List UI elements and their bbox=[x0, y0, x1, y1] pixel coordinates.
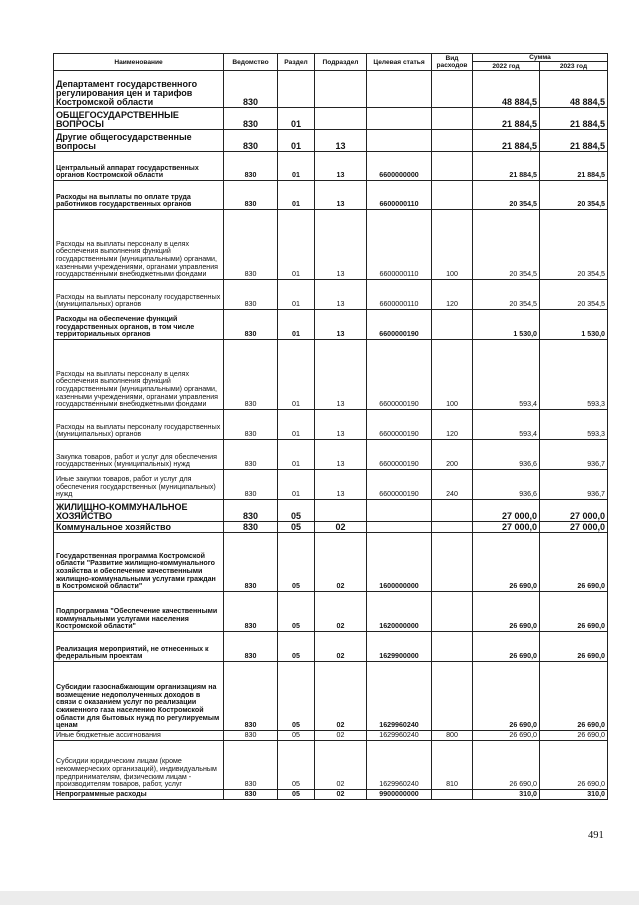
cell-section: 01 bbox=[278, 280, 315, 310]
cell-subsection: 13 bbox=[315, 310, 367, 340]
cell-sum-2023: 26 690,0 bbox=[540, 741, 608, 790]
table-row bbox=[54, 181, 608, 210]
scan-bottom-strip bbox=[0, 891, 639, 905]
cell-sum-2023: 20 354,5 bbox=[540, 181, 608, 210]
header-subsection: Подраздел bbox=[315, 54, 367, 71]
cell-section: 05 bbox=[278, 522, 315, 533]
cell-sum-2022: 27 000,0 bbox=[473, 500, 540, 522]
cell-section: 05 bbox=[278, 500, 315, 522]
cell-subsection: 02 bbox=[315, 592, 367, 632]
cell-department: 830 bbox=[224, 731, 278, 741]
cell-department: 830 bbox=[224, 310, 278, 340]
cell-expense-type: 240 bbox=[432, 470, 473, 500]
cell-target-article: 6600000110 bbox=[367, 280, 432, 310]
header-year-2022: 2022 год bbox=[473, 62, 540, 71]
cell-name: Закупка товаров, работ и услуг для обеспечения государственных (муниципальных) нужд bbox=[54, 440, 224, 470]
cell-subsection: 02 bbox=[315, 662, 367, 731]
cell-expense-type bbox=[432, 632, 473, 662]
cell-subsection: 13 bbox=[315, 410, 367, 440]
cell-name: Расходы на выплаты персоналу в целях обеспечения выполнения функций государственными (муниципальными) органами, казенными учреждениями, органами управления государственными внебюджетными фондами bbox=[54, 210, 224, 280]
cell-expense-type bbox=[432, 790, 473, 800]
cell-expense-type: 120 bbox=[432, 280, 473, 310]
cell-expense-type: 800 bbox=[432, 731, 473, 741]
cell-sum-2023: 936,7 bbox=[540, 470, 608, 500]
cell-department: 830 bbox=[224, 280, 278, 310]
table-row bbox=[54, 741, 608, 790]
cell-target-article: 1629900000 bbox=[367, 632, 432, 662]
cell-target-article bbox=[367, 522, 432, 533]
cell-sum-2022: 20 354,5 bbox=[473, 210, 540, 280]
table-row bbox=[54, 500, 608, 522]
cell-subsection: 02 bbox=[315, 632, 367, 662]
cell-name: Непрограммные расходы bbox=[54, 790, 224, 800]
cell-sum-2022: 26 690,0 bbox=[473, 741, 540, 790]
cell-department: 830 bbox=[224, 410, 278, 440]
cell-target-article: 6600000110 bbox=[367, 181, 432, 210]
cell-name: Коммунальное хозяйство bbox=[54, 522, 224, 533]
table-row bbox=[54, 790, 608, 800]
cell-name: Субсидии газоснабжающим организациям на возмещение недополученных доходов в связи с оказанием услуг по реализации сжиженного газа населению Костромской области для бытовых нужд по регулируемым ценам bbox=[54, 662, 224, 731]
cell-expense-type: 810 bbox=[432, 741, 473, 790]
cell-sum-2023: 593,3 bbox=[540, 410, 608, 440]
cell-sum-2022: 26 690,0 bbox=[473, 662, 540, 731]
cell-name: Расходы на выплаты персоналу государственных (муниципальных) органов bbox=[54, 410, 224, 440]
cell-name: Расходы на обеспечение функций государственных органов, в том числе территориальных органов bbox=[54, 310, 224, 340]
cell-name: ОБЩЕГОСУДАРСТВЕННЫЕ ВОПРОСЫ bbox=[54, 108, 224, 130]
cell-sum-2022: 936,6 bbox=[473, 440, 540, 470]
cell-department: 830 bbox=[224, 522, 278, 533]
cell-target-article: 6600000190 bbox=[367, 410, 432, 440]
cell-sum-2022: 1 530,0 bbox=[473, 310, 540, 340]
cell-department: 830 bbox=[224, 440, 278, 470]
cell-target-article: 1629960240 bbox=[367, 662, 432, 731]
cell-expense-type bbox=[432, 181, 473, 210]
cell-target-article bbox=[367, 500, 432, 522]
cell-target-article: 1629960240 bbox=[367, 741, 432, 790]
cell-name: Государственная программа Костромской области "Развитие жилищно-коммунального хозяйства и обеспечение качественными жилищно-коммунальными услугами граждан в Костромской области" bbox=[54, 533, 224, 592]
cell-section: 01 bbox=[278, 130, 315, 152]
cell-target-article: 9900000000 bbox=[367, 790, 432, 800]
cell-subsection bbox=[315, 108, 367, 130]
cell-sum-2022: 20 354,5 bbox=[473, 280, 540, 310]
cell-name: Расходы на выплаты персоналу государственных (муниципальных) органов bbox=[54, 280, 224, 310]
cell-department: 830 bbox=[224, 108, 278, 130]
budget-table bbox=[53, 53, 608, 800]
cell-sum-2023: 21 884,5 bbox=[540, 108, 608, 130]
cell-expense-type bbox=[432, 522, 473, 533]
cell-name: Департамент государственного регулирования цен и тарифов Костромской области bbox=[54, 71, 224, 108]
table-row bbox=[54, 152, 608, 181]
header-name: Наименование bbox=[54, 54, 224, 71]
cell-subsection: 13 bbox=[315, 130, 367, 152]
cell-target-article: 6600000000 bbox=[367, 152, 432, 181]
cell-name: Иные бюджетные ассигнования bbox=[54, 731, 224, 741]
cell-subsection: 02 bbox=[315, 790, 367, 800]
cell-target-article: 6600000190 bbox=[367, 340, 432, 410]
cell-sum-2022: 48 884,5 bbox=[473, 71, 540, 108]
cell-target-article: 1629960240 bbox=[367, 731, 432, 741]
cell-section: 01 bbox=[278, 152, 315, 181]
table-row bbox=[54, 731, 608, 741]
cell-subsection: 13 bbox=[315, 210, 367, 280]
cell-section: 01 bbox=[278, 410, 315, 440]
cell-target-article bbox=[367, 130, 432, 152]
cell-name: Иные закупки товаров, работ и услуг для обеспечения государственных (муниципальных) нужд bbox=[54, 470, 224, 500]
cell-subsection: 02 bbox=[315, 522, 367, 533]
cell-department: 830 bbox=[224, 790, 278, 800]
table-row bbox=[54, 470, 608, 500]
cell-expense-type: 200 bbox=[432, 440, 473, 470]
cell-sum-2022: 593,4 bbox=[473, 410, 540, 440]
cell-subsection: 13 bbox=[315, 280, 367, 310]
cell-department: 830 bbox=[224, 340, 278, 410]
cell-sum-2023: 21 884,5 bbox=[540, 152, 608, 181]
cell-section: 01 bbox=[278, 470, 315, 500]
table-row bbox=[54, 280, 608, 310]
cell-sum-2023: 310,0 bbox=[540, 790, 608, 800]
page-number: 491 bbox=[588, 830, 604, 841]
cell-department: 830 bbox=[224, 533, 278, 592]
cell-sum-2022: 310,0 bbox=[473, 790, 540, 800]
cell-expense-type bbox=[432, 130, 473, 152]
header-expense-type: Вид расходов bbox=[432, 54, 473, 71]
cell-section bbox=[278, 71, 315, 108]
table-row bbox=[54, 592, 608, 632]
cell-section: 05 bbox=[278, 790, 315, 800]
cell-department: 830 bbox=[224, 130, 278, 152]
cell-name: ЖИЛИЩНО-КОММУНАЛЬНОЕ ХОЗЯЙСТВО bbox=[54, 500, 224, 522]
cell-section: 05 bbox=[278, 731, 315, 741]
header-target-article: Целевая статья bbox=[367, 54, 432, 71]
header-year-2023: 2023 год bbox=[540, 62, 608, 71]
cell-sum-2023: 593,3 bbox=[540, 340, 608, 410]
table-body bbox=[54, 71, 608, 800]
cell-target-article: 6600000190 bbox=[367, 310, 432, 340]
cell-name: Центральный аппарат государственных органов Костромской области bbox=[54, 152, 224, 181]
cell-target-article bbox=[367, 108, 432, 130]
cell-expense-type bbox=[432, 500, 473, 522]
cell-sum-2023: 26 690,0 bbox=[540, 592, 608, 632]
cell-target-article: 1600000000 bbox=[367, 533, 432, 592]
header-section: Раздел bbox=[278, 54, 315, 71]
table-row bbox=[54, 71, 608, 108]
cell-expense-type bbox=[432, 71, 473, 108]
table-row bbox=[54, 108, 608, 130]
budget-sheet bbox=[53, 53, 607, 800]
cell-expense-type bbox=[432, 592, 473, 632]
cell-section: 01 bbox=[278, 210, 315, 280]
cell-department: 830 bbox=[224, 152, 278, 181]
cell-subsection: 13 bbox=[315, 340, 367, 410]
cell-section: 01 bbox=[278, 310, 315, 340]
cell-sum-2023: 26 690,0 bbox=[540, 662, 608, 731]
cell-subsection: 13 bbox=[315, 181, 367, 210]
cell-department: 830 bbox=[224, 632, 278, 662]
cell-sum-2022: 21 884,5 bbox=[473, 130, 540, 152]
cell-sum-2022: 593,4 bbox=[473, 340, 540, 410]
table-row bbox=[54, 340, 608, 410]
cell-subsection bbox=[315, 71, 367, 108]
cell-target-article: 6600000190 bbox=[367, 470, 432, 500]
cell-expense-type bbox=[432, 310, 473, 340]
table-header bbox=[54, 54, 608, 71]
cell-sum-2023: 27 000,0 bbox=[540, 522, 608, 533]
table-row bbox=[54, 440, 608, 470]
cell-sum-2023: 936,7 bbox=[540, 440, 608, 470]
table-row bbox=[54, 522, 608, 533]
cell-department: 830 bbox=[224, 662, 278, 731]
cell-sum-2023: 48 884,5 bbox=[540, 71, 608, 108]
cell-target-article: 1620000000 bbox=[367, 592, 432, 632]
cell-sum-2023: 26 690,0 bbox=[540, 731, 608, 741]
cell-department: 830 bbox=[224, 592, 278, 632]
cell-expense-type bbox=[432, 533, 473, 592]
cell-sum-2023: 21 884,5 bbox=[540, 130, 608, 152]
cell-department: 830 bbox=[224, 500, 278, 522]
cell-subsection: 13 bbox=[315, 440, 367, 470]
cell-sum-2022: 26 690,0 bbox=[473, 592, 540, 632]
table-row bbox=[54, 410, 608, 440]
cell-section: 05 bbox=[278, 741, 315, 790]
table-row bbox=[54, 310, 608, 340]
cell-name: Реализация мероприятий, не отнесенных к федеральным проектам bbox=[54, 632, 224, 662]
cell-name: Расходы на выплаты персоналу в целях обеспечения выполнения функций государственными (муниципальными) органами, казенными учреждениями, органами управления государственными внебюджетными фондами bbox=[54, 340, 224, 410]
cell-target-article: 6600000190 bbox=[367, 440, 432, 470]
header-sum: Сумма bbox=[473, 54, 608, 62]
cell-sum-2023: 26 690,0 bbox=[540, 533, 608, 592]
cell-expense-type: 100 bbox=[432, 210, 473, 280]
table-row bbox=[54, 130, 608, 152]
cell-subsection bbox=[315, 500, 367, 522]
cell-subsection: 13 bbox=[315, 152, 367, 181]
cell-sum-2022: 936,6 bbox=[473, 470, 540, 500]
cell-department: 830 bbox=[224, 210, 278, 280]
cell-subsection: 02 bbox=[315, 533, 367, 592]
cell-sum-2023: 1 530,0 bbox=[540, 310, 608, 340]
cell-section: 01 bbox=[278, 181, 315, 210]
cell-sum-2023: 27 000,0 bbox=[540, 500, 608, 522]
table-row bbox=[54, 210, 608, 280]
cell-name: Другие общегосударственные вопросы bbox=[54, 130, 224, 152]
table-row bbox=[54, 632, 608, 662]
table-row bbox=[54, 662, 608, 731]
cell-section: 05 bbox=[278, 533, 315, 592]
cell-sum-2022: 26 690,0 bbox=[473, 731, 540, 741]
cell-expense-type bbox=[432, 152, 473, 181]
cell-department: 830 bbox=[224, 470, 278, 500]
cell-sum-2022: 21 884,5 bbox=[473, 108, 540, 130]
cell-subsection: 13 bbox=[315, 470, 367, 500]
cell-expense-type: 100 bbox=[432, 340, 473, 410]
cell-sum-2023: 20 354,5 bbox=[540, 210, 608, 280]
cell-name: Субсидии юридическим лицам (кроме некоммерческих организаций), индивидуальным предпринимателям, физическим лицам - производителям товаров, работ, услуг bbox=[54, 741, 224, 790]
cell-sum-2022: 27 000,0 bbox=[473, 522, 540, 533]
cell-sum-2022: 26 690,0 bbox=[473, 632, 540, 662]
table-row bbox=[54, 533, 608, 592]
cell-target-article: 6600000110 bbox=[367, 210, 432, 280]
cell-expense-type bbox=[432, 662, 473, 731]
cell-expense-type: 120 bbox=[432, 410, 473, 440]
cell-section: 01 bbox=[278, 340, 315, 410]
cell-department: 830 bbox=[224, 181, 278, 210]
cell-department: 830 bbox=[224, 71, 278, 108]
cell-name: Подпрограмма "Обеспечение качественными коммунальными услугами населения Костромской области" bbox=[54, 592, 224, 632]
cell-sum-2023: 26 690,0 bbox=[540, 632, 608, 662]
cell-name: Расходы на выплаты по оплате труда работников государственных органов bbox=[54, 181, 224, 210]
cell-expense-type bbox=[432, 108, 473, 130]
cell-sum-2022: 26 690,0 bbox=[473, 533, 540, 592]
cell-target-article bbox=[367, 71, 432, 108]
cell-sum-2022: 21 884,5 bbox=[473, 152, 540, 181]
cell-subsection: 02 bbox=[315, 741, 367, 790]
cell-section: 05 bbox=[278, 662, 315, 731]
cell-section: 01 bbox=[278, 108, 315, 130]
cell-section: 05 bbox=[278, 632, 315, 662]
cell-sum-2022: 20 354,5 bbox=[473, 181, 540, 210]
cell-section: 01 bbox=[278, 440, 315, 470]
cell-sum-2023: 20 354,5 bbox=[540, 280, 608, 310]
header-department: Ведомство bbox=[224, 54, 278, 71]
cell-section: 05 bbox=[278, 592, 315, 632]
cell-department: 830 bbox=[224, 741, 278, 790]
cell-subsection: 02 bbox=[315, 731, 367, 741]
